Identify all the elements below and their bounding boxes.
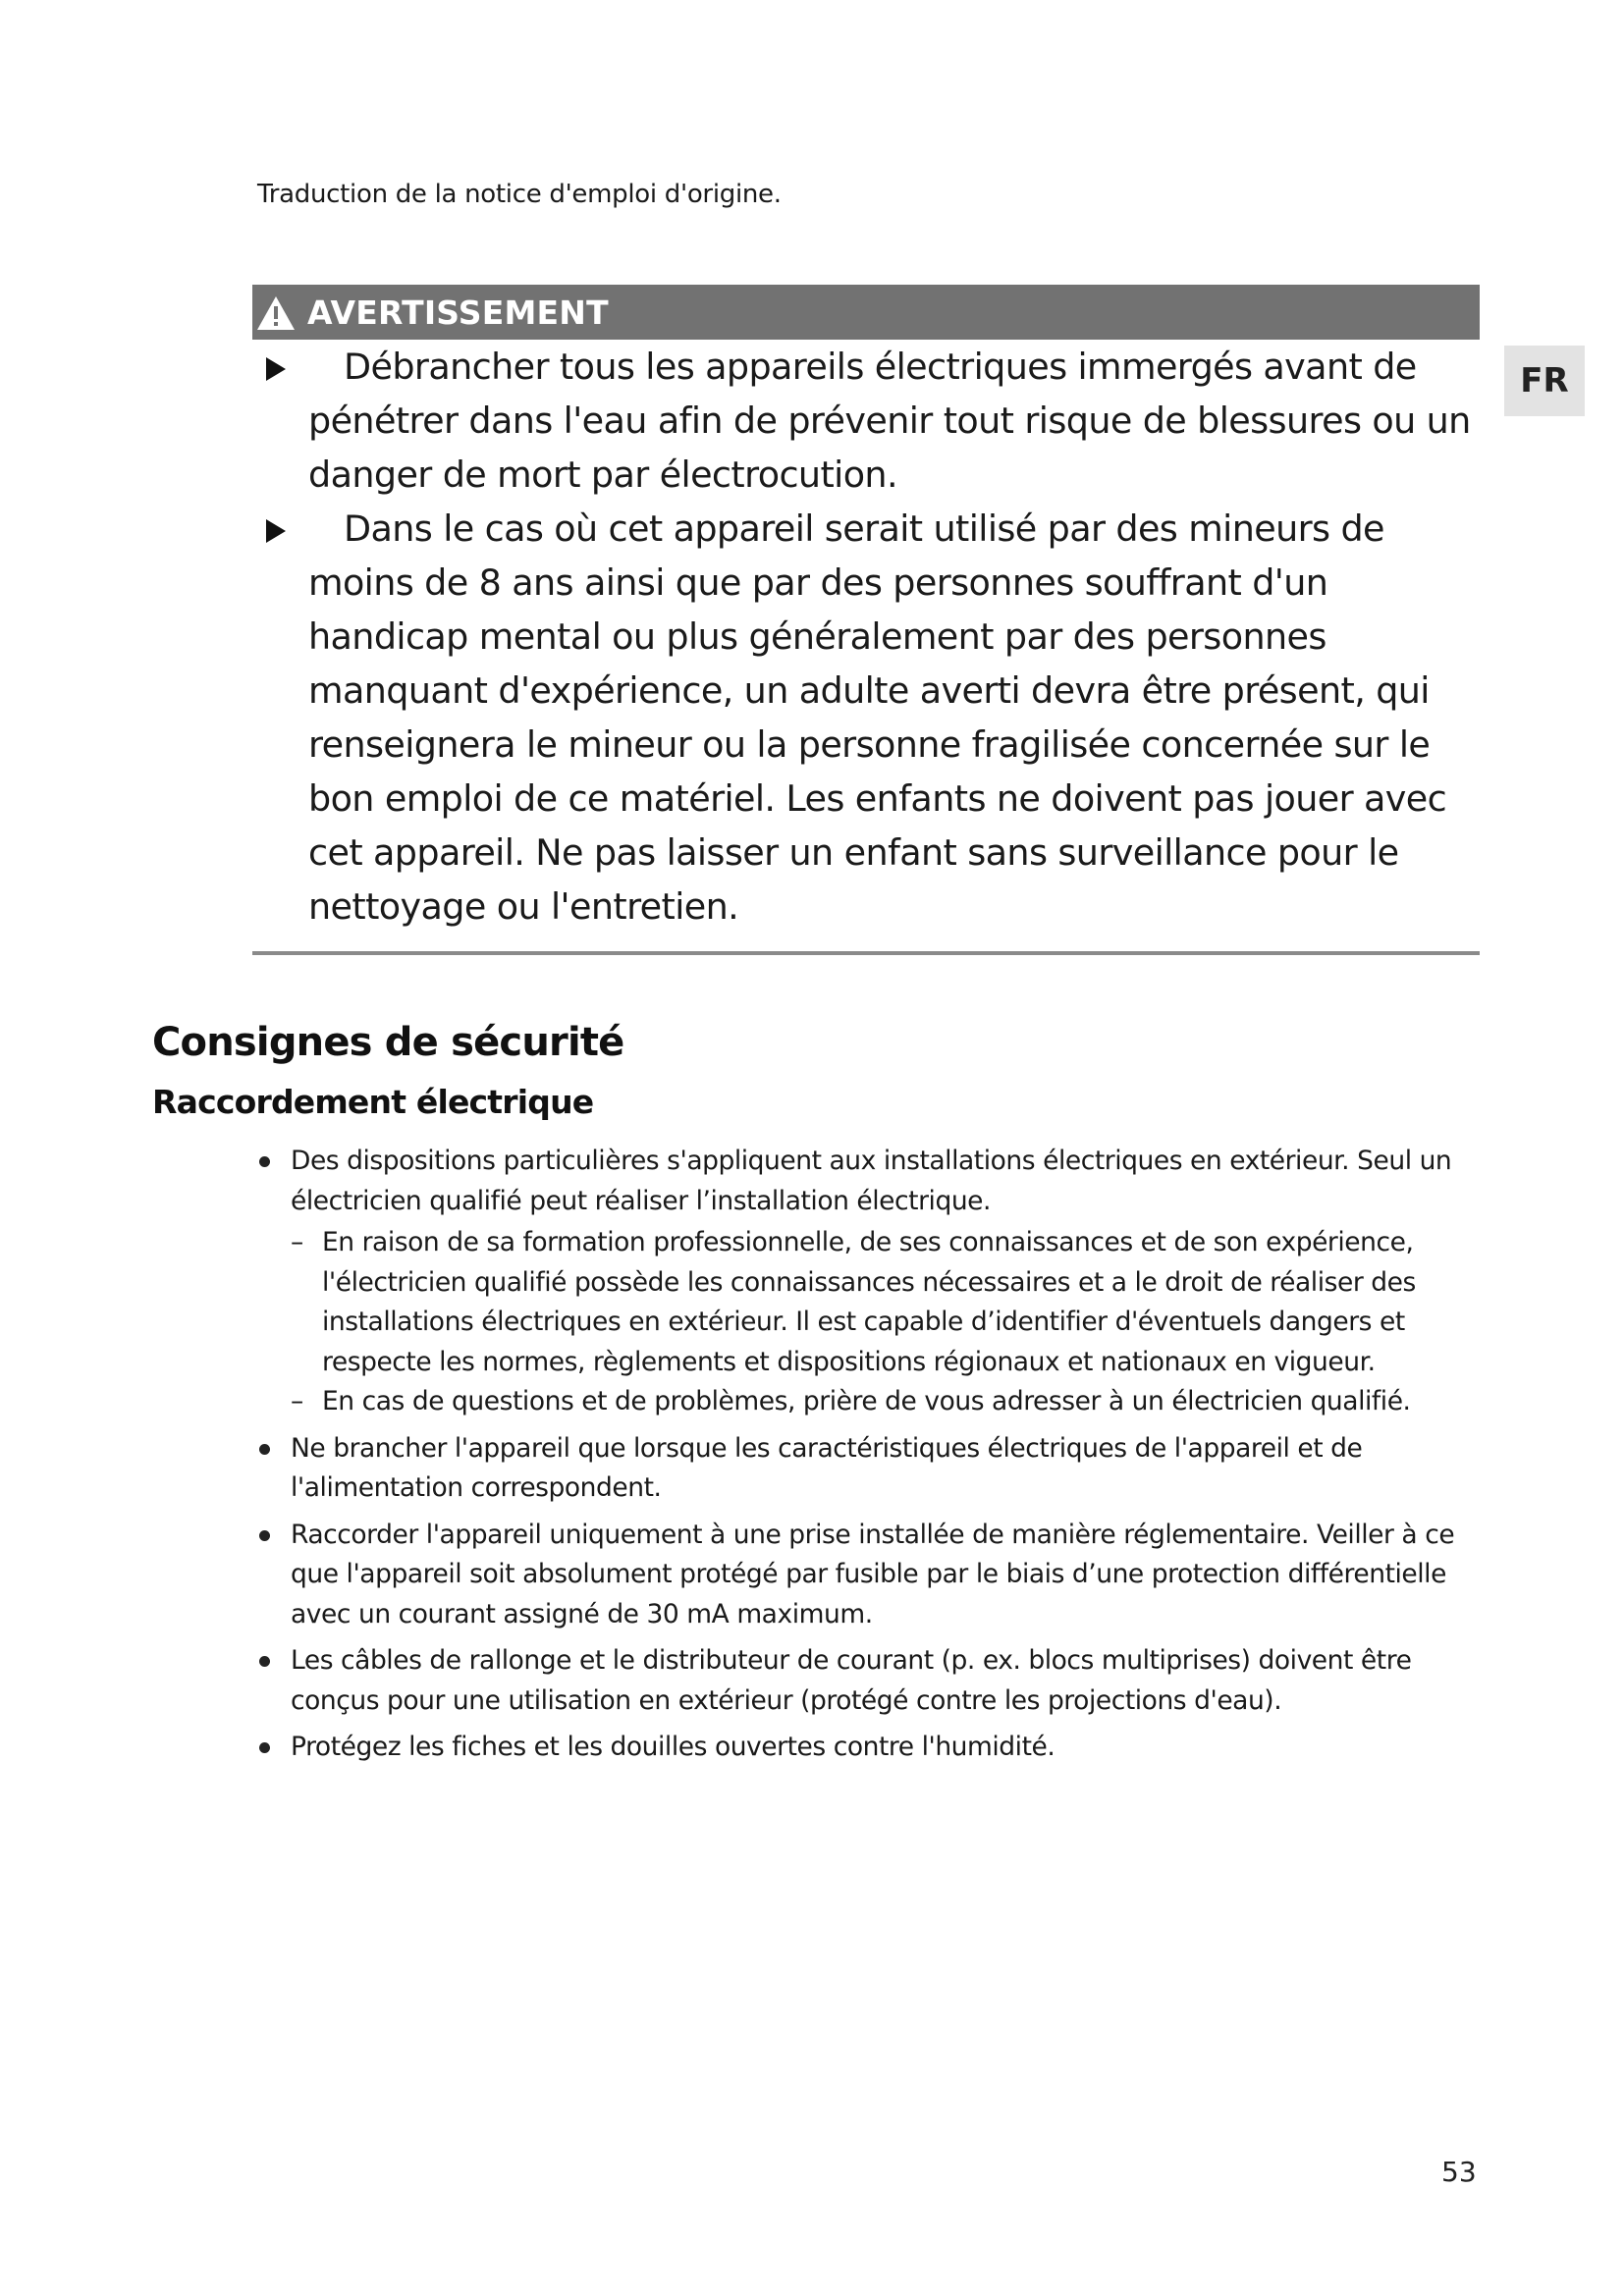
section-title: Consignes de sécurité: [152, 1020, 624, 1065]
sub-list-item-text: En cas de questions et de problèmes, prière de vous adresser à un électricien qualifié.: [322, 1386, 1411, 1416]
dash-bullet-icon: –: [291, 1386, 303, 1416]
warning-header: [252, 285, 1480, 340]
list-item-text: Protégez les fiches et les douilles ouvertes contre l'humidité.: [291, 1732, 1056, 1762]
list-item: [257, 1429, 1485, 1509]
warning-item: [252, 502, 1480, 934]
bullet-icon: [259, 1444, 270, 1455]
arrow-bullet-icon: [266, 357, 286, 381]
list-item-text: Les câbles de rallonge et le distributeur de courant (p. ex. blocs multiprises) doivent être conçus pour une utilisation en extérieur (protégé contre les projections d'eau).: [291, 1645, 1412, 1716]
language-tab: FR: [1504, 346, 1585, 416]
bullet-icon: [259, 1530, 270, 1541]
section-subtitle: Raccordement électrique: [152, 1083, 594, 1121]
list-item: [257, 1641, 1485, 1721]
warning-triangle-icon: [256, 295, 296, 331]
warning-list: [252, 340, 1480, 934]
sub-list: [291, 1223, 1485, 1422]
sub-list-item: [291, 1223, 1485, 1382]
warning-item-text: Dans le cas où cet appareil serait utilisé par des mineurs de moins de 8 ans ainsi que par des personnes souffrant d'un handicap mental ou plus généralement par des personnes manquant d'expérience, un adulte averti devra être présent, qui renseignera le mineur ou la personne fragilisée concernée sur le bon emploi de ce matériel. Les enfants ne doivent pas jouer avec cet appareil. Ne pas laisser un enfant sans surveillance pour le nettoyage ou l'entretien.: [308, 507, 1447, 928]
sub-list-item-text: En raison de sa formation professionnelle, de ses connaissances et de son expérience, l'électricien qualifié possède les connaissances nécessaires et a le droit de réaliser des installations électriques en extérieur. Il est capable d’identifier d'éventuels dangers et respecte les normes, règlements et dispositions régionaux et nationaux en vigueur.: [322, 1227, 1416, 1377]
list-item-text: Raccorder l'appareil uniquement à une prise installée de manière réglementaire. Veiller à ce que l'appareil soit absolument protégé par fusible par le biais d’une protection différentielle avec un courant assigné de 30 mA maximum.: [291, 1519, 1455, 1629]
list-item-text: Ne brancher l'appareil que lorsque les caractéristiques électriques de l'appareil et de l'alimentation correspondent.: [291, 1432, 1363, 1503]
translation-note: Traduction de la notice d'emploi d'origine.: [257, 180, 782, 209]
bullet-icon: [259, 1742, 270, 1753]
warning-item: [252, 340, 1480, 502]
list-item: [257, 1516, 1485, 1635]
warning-box: [252, 285, 1480, 955]
safety-list: [257, 1142, 1485, 1775]
arrow-bullet-icon: [266, 519, 286, 543]
list-item: [257, 1142, 1485, 1422]
page-number: 53: [1441, 2156, 1477, 2188]
warning-title: AVERTISSEMENT: [307, 293, 609, 332]
list-item-text: Des dispositions particulières s'appliquent aux installations électriques en extérieur. Seul un électricien qualifié peut réaliser l’installation électrique.: [291, 1146, 1452, 1216]
warning-item-text: Débrancher tous les appareils électriques immergés avant de pénétrer dans l'eau afin de prévenir tout risque de blessures ou un danger de mort par électrocution.: [308, 346, 1471, 496]
bullet-icon: [259, 1156, 270, 1167]
dash-bullet-icon: –: [291, 1227, 303, 1257]
bullet-icon: [259, 1656, 270, 1667]
list-item: [257, 1728, 1485, 1768]
sub-list-item: [291, 1382, 1485, 1422]
